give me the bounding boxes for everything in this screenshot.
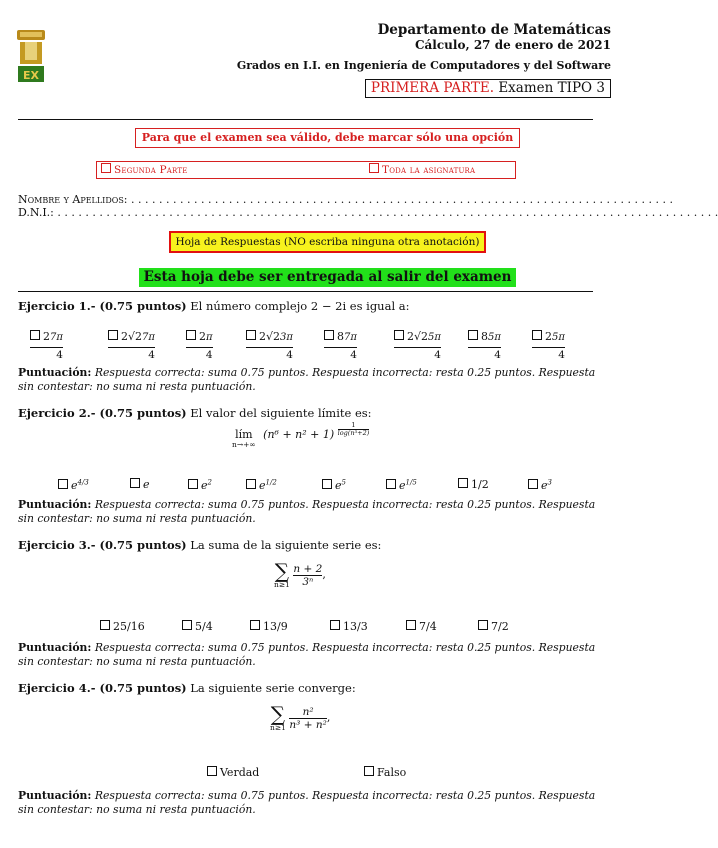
name-field[interactable] [18, 193, 673, 206]
option-3[interactable] [188, 478, 212, 492]
checkbox-full-course[interactable] [369, 163, 379, 173]
option-second-part[interactable]: Segunda Parte [101, 162, 188, 178]
option-label: 25/16 [113, 620, 145, 633]
option-2[interactable] [364, 766, 406, 779]
option-angle-num: 7π [344, 332, 357, 343]
option-7[interactable] [468, 330, 501, 361]
option-label: e [143, 478, 150, 491]
option-8[interactable] [532, 330, 565, 361]
option-label: 1/2 [471, 478, 489, 491]
checkbox[interactable] [250, 620, 260, 630]
checkbox[interactable] [100, 620, 110, 630]
option-label: 5/4 [195, 620, 213, 633]
option-label: $e^5$ [335, 478, 346, 492]
option-base: 2 [199, 330, 206, 343]
checkbox[interactable] [324, 330, 334, 340]
option-4[interactable] [246, 330, 293, 361]
hand-in-row [0, 266, 655, 287]
exercise-4-scoring: Puntuación: Respuesta correcta: suma 0.75 puntos. Respuesta incorrecta: resta 0.25 puntos. Respuesta sin contestar: no suma ni resta puntuación. [18, 789, 596, 816]
option-1[interactable] [207, 766, 259, 779]
option-8[interactable] [528, 478, 552, 492]
option-angle-den: 4 [468, 347, 501, 361]
option-1[interactable] [30, 330, 63, 361]
valid-notice: Para que el examen sea válido, debe marcar sólo una opción [135, 128, 521, 148]
option-angle-den: 4 [532, 347, 565, 361]
exercise-2-scoring: Puntuación: Respuesta correcta: suma 0.75 puntos. Respuesta incorrecta: resta 0.25 puntos. Respuesta sin contestar: no suma ni resta puntuación. [18, 498, 596, 525]
option-base: 2√2 [259, 330, 281, 343]
option-6[interactable] [386, 478, 417, 492]
option-1[interactable] [100, 620, 145, 633]
option-6[interactable] [394, 330, 441, 361]
degree-line: Grados en I.I. en Ingeniería de Computadores y del Software [236, 59, 611, 72]
header-divider [18, 119, 593, 120]
option-angle-den: 4 [246, 347, 293, 361]
logo-text: EX [23, 69, 39, 82]
option-angle-den: 4 [108, 347, 155, 361]
option-angle-num: 5π [552, 332, 565, 343]
option-label: 13/3 [343, 620, 368, 633]
limit-formula: lím n→+∞ (n⁶ + n² + 1) $\frac{1}{\text{log(n³+2)}}$ [232, 421, 370, 449]
part-label: PRIMERA PARTE. [370, 80, 495, 96]
checkbox[interactable] [207, 766, 217, 776]
option-label: 7/4 [419, 620, 437, 633]
option-label: 13/9 [263, 620, 288, 633]
answer-sheet-row [0, 230, 655, 253]
option-2[interactable] [108, 330, 155, 361]
dni-field[interactable] [18, 206, 718, 219]
option-base: 8 [337, 330, 344, 343]
option-7[interactable] [458, 478, 489, 491]
checkbox[interactable] [364, 766, 374, 776]
option-1[interactable] [58, 478, 89, 492]
checkbox[interactable] [246, 479, 256, 489]
checkbox[interactable] [186, 330, 196, 340]
option-label: $e^{1/2}$ [259, 478, 277, 492]
checkbox[interactable] [130, 478, 140, 488]
option-2[interactable] [130, 478, 150, 491]
department-title: Departamento de Matemáticas [377, 22, 611, 38]
exercise-2-title: Ejercicio 2.- (0.75 puntos) El valor del siguiente límite es: [18, 406, 372, 420]
sum-sign-icon: ∑ [274, 559, 290, 583]
series-3-formula: ∑ n≥1 $\frac{n + 2}{\text{3ⁿ}}$ , [274, 559, 326, 589]
exercise-3-scoring: Puntuación: Respuesta correcta: suma 0.75 puntos. Respuesta incorrecta: resta 0.25 puntos. Respuesta sin contestar: no suma ni resta puntuación. [18, 641, 596, 668]
option-angle-den: 4 [186, 347, 213, 361]
checkbox[interactable] [406, 620, 416, 630]
checkbox[interactable] [182, 620, 192, 630]
option-base: 2 [545, 330, 552, 343]
option-angle-num: 5π [488, 332, 501, 343]
part-options-box [96, 161, 516, 179]
checkbox-second-part[interactable] [101, 163, 111, 173]
checkbox[interactable] [478, 620, 488, 630]
option-label: $e^{1/5}$ [399, 478, 417, 492]
option-label: $e^3$ [541, 478, 552, 492]
dni-label: D.N.I.: [18, 206, 54, 219]
option-2[interactable] [182, 620, 213, 633]
series-4-formula: ∑ n≥1 $\frac{\text{n²}}{\text{n³ + n²}}$ , [270, 702, 331, 732]
university-logo-icon [14, 28, 48, 84]
exam-type-box [365, 79, 611, 98]
checkbox[interactable] [322, 479, 332, 489]
option-base: 8 [481, 330, 488, 343]
option-label: $e^2$ [201, 478, 212, 492]
hand-in-banner: Esta hoja debe ser entregada al salir del examen [139, 268, 517, 287]
option-5[interactable] [406, 620, 437, 633]
option-full-course[interactable]: Toda la asignatura [369, 162, 475, 178]
option-angle-num: 3π [280, 332, 293, 343]
option-5[interactable] [322, 478, 346, 492]
valid-notice-row [0, 126, 655, 148]
option-3[interactable] [250, 620, 288, 633]
checkbox[interactable] [458, 478, 468, 488]
option-3[interactable] [186, 330, 213, 361]
checkbox[interactable] [58, 479, 68, 489]
checkbox[interactable] [386, 479, 396, 489]
option-angle-den: 4 [30, 347, 63, 361]
option-angle-num: 7π [142, 332, 155, 343]
instructions-divider [18, 291, 593, 292]
sum-sign-icon: ∑ [270, 702, 286, 726]
option-label: Falso [377, 766, 407, 779]
option-4[interactable] [330, 620, 368, 633]
option-angle-num: π [206, 332, 213, 343]
option-label: 7/2 [491, 620, 509, 633]
name-label: Nombre y Apellidos: [18, 193, 128, 206]
name-dots: . . . . . . . . . . . . . . . . . . . . . . . . . . . . . . . . . . . . . . . . . . . . . . . . . . . . . . . . . . . . . . . . . . . . . . . . . . . . . . [131, 193, 673, 206]
option-label: Verdad [220, 766, 260, 779]
exercise-4-title: Ejercicio 4.- (0.75 puntos) La siguiente serie converge: [18, 681, 356, 695]
option-label: $e^{4/3}$ [71, 478, 89, 492]
option-angle-num: 7π [50, 332, 63, 343]
option-base: 2 [43, 330, 50, 343]
option-base: 2√2 [121, 330, 143, 343]
checkbox[interactable] [188, 479, 198, 489]
checkbox[interactable] [30, 330, 40, 340]
exercise-1-title: Ejercicio 1.- (0.75 puntos) El número complejo 2 − 2i es igual a: [18, 299, 410, 313]
checkbox[interactable] [246, 330, 256, 340]
checkbox[interactable] [394, 330, 404, 340]
checkbox[interactable] [528, 479, 538, 489]
checkbox[interactable] [468, 330, 478, 340]
answer-sheet-banner: Hoja de Respuestas (NO escriba ninguna otra anotación) [169, 231, 487, 253]
checkbox[interactable] [330, 620, 340, 630]
checkbox[interactable] [532, 330, 542, 340]
dni-dots: . . . . . . . . . . . . . . . . . . . . . . . . . . . . . . . . . . . . . . . . . . . . . . . . . . . . . . . . . . . . . . . . . . . . . . . . . . . . . . . . . . . . . . . . . . . . . . . [57, 206, 718, 219]
option-angle-den: 4 [394, 347, 441, 361]
exercise-1-scoring: Puntuación: Respuesta correcta: suma 0.75 puntos. Respuesta incorrecta: resta 0.25 puntos. Respuesta sin contestar: no suma ni resta puntuación. [18, 366, 596, 393]
option-5[interactable] [324, 330, 357, 361]
option-6[interactable] [478, 620, 509, 633]
option-4[interactable] [246, 478, 277, 492]
exercise-3-title: Ejercicio 3.- (0.75 puntos) La suma de la siguiente serie es: [18, 538, 382, 552]
option-base: 2√2 [407, 330, 429, 343]
option-angle-den: 4 [324, 347, 357, 361]
exam-date: Cálculo, 27 de enero de 2021 [414, 38, 611, 52]
checkbox[interactable] [108, 330, 118, 340]
exam-type: Examen TIPO 3 [498, 80, 605, 96]
option-angle-num: 5π [428, 332, 441, 343]
header-info [237, 22, 611, 98]
